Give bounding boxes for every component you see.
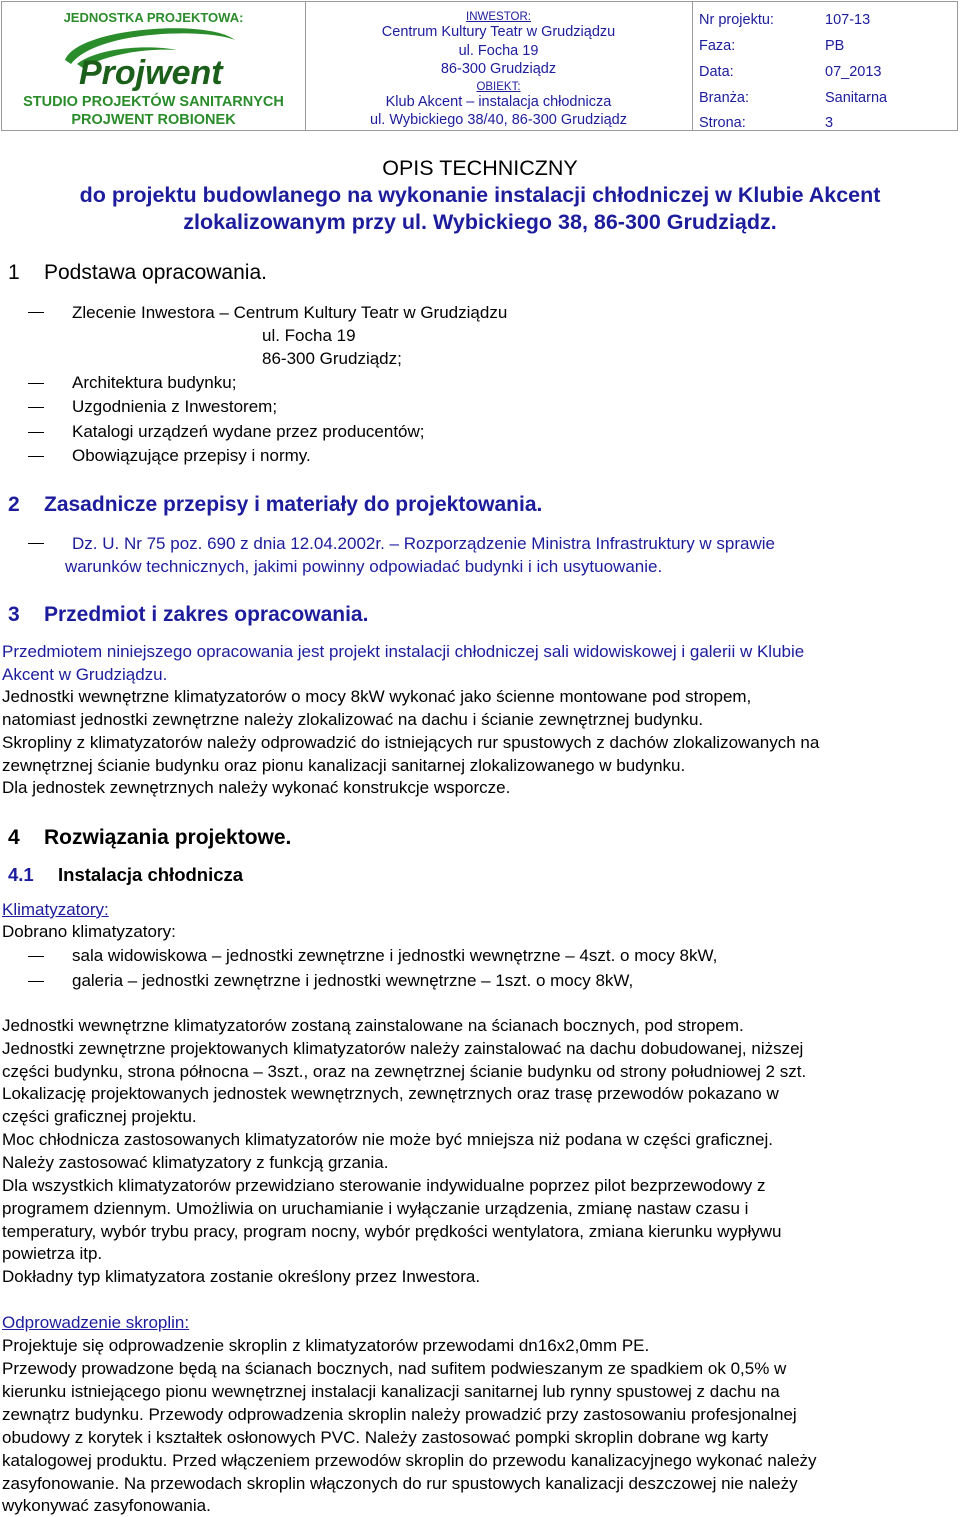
paragraph-line: Jednostki wewnętrzne klimatyzatorów o mocy 8kW wykonać jako ścienne montowane pod stropem, [2, 687, 752, 706]
meta-project-number [699, 12, 953, 32]
list-item-continuation: warunków technicznych, jakimi powinny odpowiadać budynki i ich usytuowanie. [65, 557, 663, 576]
bullet-dash [28, 432, 44, 433]
bullet-dash [28, 383, 44, 384]
paragraph-line: Skropliny z klimatyzatorów należy odprowadzić do istniejących rur spustowych z dachów zlokalizowanych na [2, 733, 820, 752]
section-title: Rozwiązania projektowe. [44, 826, 292, 849]
list-item-continuation: ul. Focha 19 [262, 326, 356, 345]
list-item: sala widowiskowa – jednostki zewnętrzne i jednostki wewnętrzne – 4szt. o mocy 8kW, [72, 946, 718, 965]
projwent-logo [57, 24, 247, 92]
investor-name: Centrum Kultury Teatr w Grudziądzu [381, 24, 616, 40]
paragraph-line: Lokalizację projektowanych jednostek wewnętrznych, zewnętrznych oraz trasę przewodów pokazano w [2, 1084, 779, 1103]
list-item: Zlecenie Inwestora – Centrum Kultury Teatr w Grudziądzu [72, 303, 508, 322]
bullet-dash [28, 956, 44, 957]
meta-value: 07_2013 [825, 64, 882, 80]
paragraph-line: wykonywać zasyfonowania. [2, 1496, 211, 1515]
bullet-dash [28, 407, 44, 408]
meta-value: 3 [825, 115, 834, 131]
meta-key: Strona: [699, 115, 746, 131]
paragraph-line: powietrza itp. [2, 1244, 103, 1263]
section-number: 2 [8, 493, 20, 516]
investor-city: 86-300 Grudziądz [440, 61, 557, 77]
section-number: 4 [8, 826, 20, 849]
paragraph-line: katalogowej produktu. Przed włączeniem przewodów skroplin do przewodu kanalizacyjnego wykonać należy [2, 1451, 817, 1470]
paragraph-line: zewnętrznej ścianie budynku oraz pionu kanalizacji sanitarnej zlokalizowanego w budynku. [2, 756, 686, 775]
paragraph-line: temperatury, wybór trybu pracy, program nocny, wybór prędkości wentylatora, zmiana kierunku wypływu [2, 1222, 782, 1241]
paragraph-line: obudowy z korytek i kształtek osłonowych PVC. Należy zastosować pompki skroplin dobrane wg karty [2, 1428, 769, 1447]
paragraph-line: Należy zastosować klimatyzatory z funkcją grzania. [2, 1153, 389, 1172]
paragraph-line: Przedmiotem niniejszego opracowania jest projekt instalacji chłodniczej sali widowiskowej i galerii w Klubie [2, 642, 805, 661]
meta-key: Data: [699, 64, 734, 80]
list-item: galeria – jednostki zewnętrzne i jednostki wewnętrzne – 1szt. o mocy 8kW, [72, 971, 634, 990]
list-item [72, 533, 775, 555]
paragraph-line: Akcent w Grudziądzu. [2, 665, 168, 684]
regulation-title: – Rozporządzenie Ministra Infrastruktury w sprawie [384, 534, 776, 553]
meta-value: 107-13 [825, 12, 871, 28]
meta-key: Branża: [699, 90, 749, 106]
paragraph-line: zasyfonowanie. Na przewodach skroplin włączonych do rur spustowych kanalizacji deszczowej nie należy [2, 1474, 798, 1493]
bullet-dash [28, 543, 44, 544]
meta-discipline [699, 90, 953, 110]
bullet-dash [28, 312, 44, 313]
paragraph-line: programem dziennym. Umożliwia on uruchamianie i wyłączanie urządzenia, zmianę nastaw czasu i [2, 1199, 749, 1218]
studio-name-line1: STUDIO PROJEKTÓW SANITARNYCH [23, 94, 284, 110]
object-address: ul. Wybickiego 38/40, 86-300 Grudziądz [370, 112, 627, 128]
section-title: Przedmiot i zakres opracowania. [44, 603, 369, 626]
paragraph-line: Dla jednostek zewnętrznych należy wykonać konstrukcje wsporcze. [2, 778, 511, 797]
list-item: Obowiązujące przepisy i normy. [72, 446, 311, 465]
paragraph-line: Projektuje się odprowadzenie skroplin z klimatyzatorów przewodami dn16x2,0mm PE. [2, 1336, 650, 1355]
investor-street: ul. Focha 19 [458, 43, 539, 59]
project-meta-cell [692, 2, 957, 130]
section-title: Podstawa opracowania. [44, 261, 267, 284]
paragraph-line: części graficznej projektu. [2, 1107, 197, 1126]
document-subtitle-line2: zlokalizowanym przy ul. Wybickiego 38, 86-300 Grudziądz. [183, 210, 777, 234]
document-subtitle-line1: do projektu budowlanego na wykonanie instalacji chłodniczej w Klubie Akcent [79, 183, 881, 207]
object-label: OBIEKT: [476, 81, 521, 93]
section-2-heading [8, 492, 543, 518]
meta-page [699, 115, 953, 135]
meta-value: Sanitarna [825, 90, 888, 106]
paragraph-line: części budynku, strona północna – 3szt., oraz na zewnętrznej ścianie budynku od strony południowej 2 szt. [2, 1062, 807, 1081]
meta-key: Faza: [699, 38, 736, 54]
regulation-reference: Dz. U. Nr 75 poz. 690 z dnia 12.04.2002r. [72, 534, 385, 553]
section-1-heading [8, 260, 267, 286]
list-item-continuation: 86-300 Grudziądz; [262, 349, 402, 368]
paragraph-line: Dokładny typ klimatyzatora zostanie określony przez Inwestora. [2, 1267, 481, 1286]
studio-name-line2: PROJWENT ROBIONEK [71, 112, 236, 128]
section-4-heading [8, 825, 292, 851]
list-item: Architektura budynku; [72, 373, 237, 392]
document-title: OPIS TECHNICZNY [382, 156, 578, 180]
investor-cell [305, 2, 693, 130]
meta-phase [699, 38, 953, 58]
paragraph-line: natomiast jednostki zewnętrzne należy zlokalizować na dachu i ścianie zewnętrznej budynku. [2, 710, 704, 729]
paragraph-line: Jednostki zewnętrzne projektowanych klimatyzatorów należy zainstalować na dachu dobudowanej, niższej [2, 1039, 804, 1058]
meta-key: Nr projektu: [699, 12, 774, 28]
studio-label: JEDNOSTKA PROJEKTOWA: [63, 10, 244, 25]
logo-text: Projwent [79, 54, 223, 92]
subsection-4-1-heading [8, 864, 244, 886]
paragraph-line: Moc chłodnicza zastosowanych klimatyzatorów nie może być mniejsza niż podana w części graficznej. [2, 1130, 774, 1149]
section-title: Zasadnicze przepisy i materiały do projektowania. [44, 493, 543, 516]
section-number: 3 [8, 603, 20, 626]
studio-cell [2, 2, 306, 130]
paragraph-line: Dla wszystkich klimatyzatorów przewidziano sterowanie indywidualne poprzez pilot bezprzewodowy z [2, 1176, 766, 1195]
section-number: 1 [8, 261, 20, 284]
paragraph-line: Przewody prowadzone będą na ścianach bocznych, nad sufitem podwieszanym ze spadkiem ok 0,5% w [2, 1359, 787, 1378]
meta-value: PB [825, 38, 845, 54]
section-3-heading [8, 602, 369, 628]
list-item: Katalogi urządzeń wydane przez producentów; [72, 422, 425, 441]
meta-date [699, 64, 953, 84]
paragraph-line: Jednostki wewnętrzne klimatyzatorów zostaną zainstalowane na ścianach bocznych, pod stropem. [2, 1016, 744, 1035]
paragraph-line: kierunku istniejącego pionu wewnętrznej instalacji kanalizacji sanitarnej lub rynny spustowej z dachu na [2, 1382, 780, 1401]
object-name: Klub Akcent – instalacja chłodnicza [385, 94, 612, 110]
document-header [1, 1, 958, 131]
subsection-number: 4.1 [8, 864, 34, 885]
bullet-dash [28, 456, 44, 457]
paragraph-line: zewnątrz budynku. Przewody odprowadzenia skroplin należy prowadzić przy zastosowaniu profesjonalnej [2, 1405, 797, 1424]
list-item: Uzgodnienia z Inwestorem; [72, 397, 278, 416]
skropliny-label: Odprowadzenie skroplin: [2, 1313, 190, 1332]
klimatyzatory-label: Klimatyzatory: [2, 900, 109, 919]
dobrano-text: Dobrano klimatyzatory: [2, 922, 176, 941]
subsection-title: Instalacja chłodnicza [58, 864, 244, 885]
investor-label: INWESTOR: [466, 11, 531, 23]
bullet-dash [28, 981, 44, 982]
